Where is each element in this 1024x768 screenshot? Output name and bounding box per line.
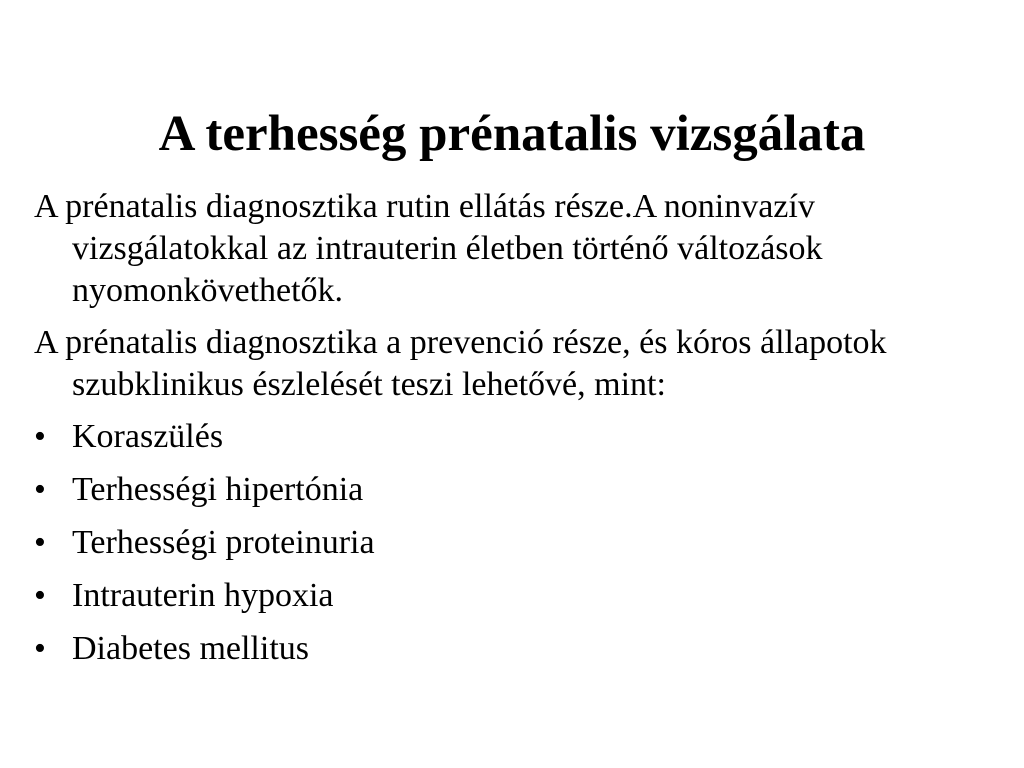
bullet-icon: • xyxy=(34,471,46,508)
list-item-text: Intrauterin hypoxia xyxy=(72,577,334,614)
list-item xyxy=(34,628,994,681)
bullet-icon: • xyxy=(34,630,46,667)
bullet-list xyxy=(34,416,994,681)
slide-body xyxy=(34,186,994,681)
bullet-icon: • xyxy=(34,577,46,614)
paragraph-2: A prénatalis diagnosztika a prevenció része, és kóros állapotok szubklinikus észlelését teszi lehetővé, mint: xyxy=(34,324,887,403)
list-item xyxy=(34,575,994,628)
list-item-text: Diabetes mellitus xyxy=(72,630,310,667)
list-item xyxy=(34,469,994,522)
list-item-text: Terhességi proteinuria xyxy=(72,524,375,561)
list-item xyxy=(34,522,994,575)
list-item xyxy=(34,416,994,469)
list-item-text: Koraszülés xyxy=(72,418,224,455)
list-item-text: Terhességi hipertónia xyxy=(72,471,364,508)
slide-title: A terhesség prénatalis vizsgálata xyxy=(158,106,866,162)
bullet-icon: • xyxy=(34,418,46,455)
bullet-icon: • xyxy=(34,524,46,561)
paragraph-1: A prénatalis diagnosztika rutin ellátás része.A noninvazív vizsgálatokkal az intrauterin életben történő változások nyomonkövethetők. xyxy=(34,188,823,309)
